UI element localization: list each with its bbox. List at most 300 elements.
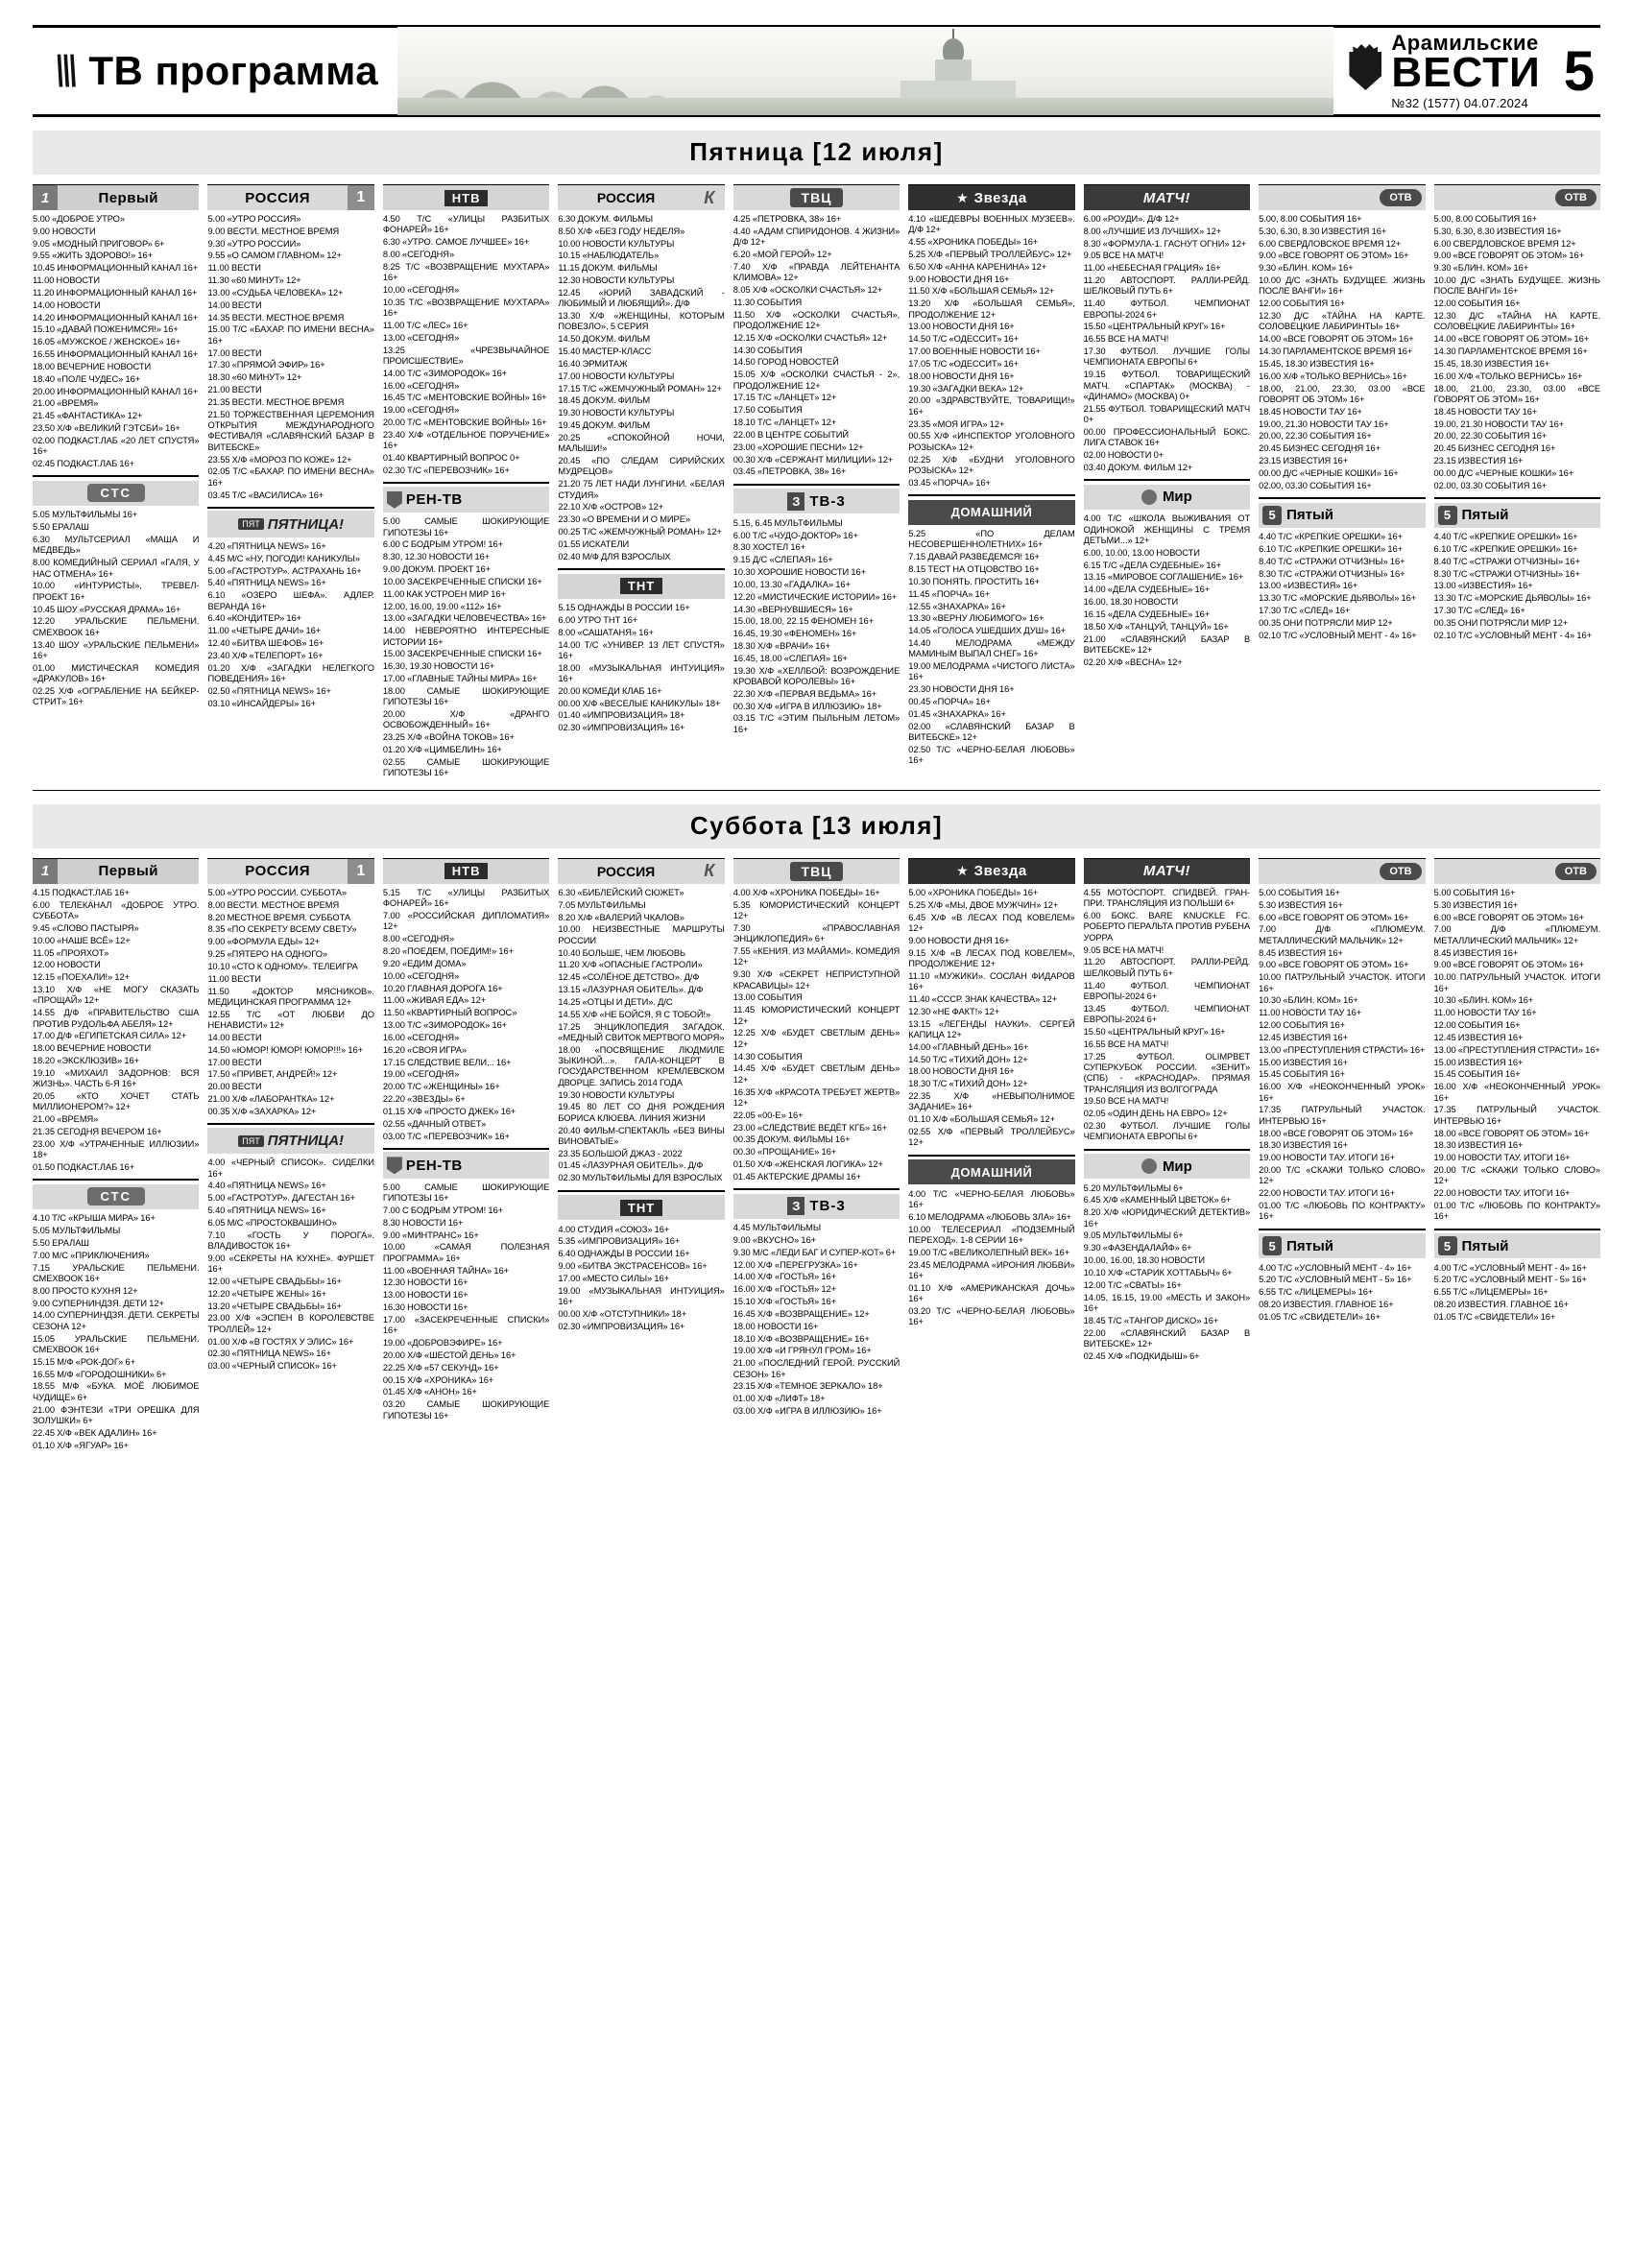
schedule-entry: 7.30 «ПРАВОСЛАВНАЯ ЭНЦИКЛОПЕДИЯ» 6+ bbox=[732, 922, 901, 944]
saturday-schedule-grid bbox=[33, 858, 1600, 1452]
schedule-entry: 6.10 Т/С «КРЕПКИЕ ОРЕШКИ» 16+ bbox=[1259, 543, 1404, 554]
schedule-entry: 01.45 «ЗНАХАРКА» 16+ bbox=[908, 708, 1006, 719]
schedule-entry: 4.10 «ШЕДЕВРЫ ВОЕННЫХ МУЗЕЕВ». Д/Ф 12+ bbox=[908, 214, 1075, 235]
schedule-entry: 8.00 «СЕГОДНЯ» bbox=[382, 934, 455, 944]
schedule-entry: 5.25 Х/Ф «МЫ, ДВОЕ МУЖЧИН» 12+ bbox=[908, 899, 1059, 910]
schedule-entry: 14.00 «ВСЕ ГОВОРЯТ ОБ ЭТОМ» 16+ bbox=[1433, 334, 1590, 345]
schedule-entry: 6.00 БОКС. BARE KNUCKLE FC. РОБЕРТО ПЕРАЛЬТА ПРОТИВ РУБЕНА УОРРА bbox=[1083, 911, 1251, 943]
column-1-friday bbox=[33, 184, 199, 709]
channel-name-tnt-sat: ТНТ bbox=[620, 1200, 662, 1216]
schedule-entry: 00.00 Д/С «ЧЕРНЫЕ КОШКИ» 16+ bbox=[1433, 467, 1574, 478]
schedule-entry: 15.15 М/Ф «РОК-ДОГ» 6+ bbox=[33, 1356, 136, 1367]
schedule-entry: 4.55 МОТОСПОРТ. СПИДВЕЙ. ГРАН-ПРИ. ТРАНСЛЯЦИЯ ИЗ ПОЛЬШИ 6+ bbox=[1083, 887, 1251, 909]
schedule-entry: 15.10 «ДАВАЙ ПОЖЕНИМСЯ!» 16+ bbox=[33, 324, 179, 335]
column-1-saturday bbox=[33, 858, 199, 1452]
schedule-entry: 6.00 ТЕЛЕКАНАЛ «ДОБРОЕ УТРО. СУББОТА» bbox=[33, 899, 200, 921]
schedule-entry: 12.15 «ПОЕХАЛИ!» 12+ bbox=[33, 972, 131, 983]
schedule-entry: 02.30 МУЛЬТФИЛЬМЫ ДЛЯ ВЗРОСЛЫХ bbox=[558, 1173, 723, 1183]
schedule-list-match-saturday bbox=[1084, 888, 1250, 1143]
schedule-entry: 18.10 Т/С «ЛАНЦЕТ» 12+ bbox=[732, 418, 837, 428]
schedule-entry: 5.00, 8.00 СОБЫТИЯ 16+ bbox=[1259, 214, 1362, 224]
schedule-entry: 02.30 «ПЯТНИЦА NEWS» 16+ bbox=[207, 1349, 331, 1359]
schedule-entry: 17.50 «ПРИВЕТ, АНДРЕЙ!» 12+ bbox=[207, 1069, 338, 1080]
channel-name-otv-sat: ОТВ bbox=[1380, 863, 1421, 880]
schedule-entry: 5.30, 6.30, 8.30 ИЗВЕСТИЯ 16+ bbox=[1433, 226, 1562, 236]
schedule-entry: 11.00 Т/С «ЛЕС» 16+ bbox=[382, 320, 468, 330]
channel-name-ntv: НТВ bbox=[444, 190, 489, 206]
schedule-entry: 10.00 «СЕГОДНЯ» bbox=[382, 970, 460, 981]
schedule-entry: 4.00 Т/С «УСЛОВНЫЙ МЕНТ - 4» 16+ bbox=[1259, 1262, 1412, 1273]
schedule-entry: 12.00 СОБЫТИЯ 16+ bbox=[1259, 1020, 1346, 1031]
schedule-entry: 18.40 «ПОЛЕ ЧУДЕС» 16+ bbox=[33, 373, 141, 384]
schedule-entry: 13.40 ШОУ «УРАЛЬСКИЕ ПЕЛЬМЕНИ» 16+ bbox=[33, 639, 200, 660]
schedule-entry: 5.00 СОБЫТИЯ 16+ bbox=[1259, 887, 1340, 897]
schedule-entry: 14.50 ДОКУМ. ФИЛЬМ bbox=[558, 334, 651, 345]
schedule-entry: 15.40 МАСТЕР-КЛАСС bbox=[558, 346, 652, 357]
channel-logo-zvezda-sat bbox=[908, 859, 1074, 884]
channel-logo-otv-2-sat bbox=[1434, 859, 1600, 884]
schedule-entry: 12.00 «ЧЕТЫРЕ СВАДЬБЫ» 16+ bbox=[207, 1276, 342, 1286]
schedule-entry: 02.50 Т/С «ЧЕРНО-БЕЛАЯ ЛЮБОВЬ» 16+ bbox=[908, 744, 1075, 766]
schedule-entry: 10.00 НЕИЗВЕСТНЫЕ МАРШРУТЫ РОССИИ bbox=[558, 924, 725, 945]
schedule-entry: 9.25 «ПЯТЕРО НА ОДНОГО» bbox=[207, 949, 328, 960]
schedule-entry: 13.00 «ИЗВЕСТИЯ» 16+ bbox=[1433, 581, 1533, 591]
schedule-entry: 10.00 ЗАСЕКРЕЧЕННЫЕ СПИСКИ 16+ bbox=[382, 576, 542, 586]
schedule-entry: 16.20 «СВОЯ ИГРА» bbox=[382, 1044, 468, 1055]
schedule-entry: 21.00 «ПОСЛЕДНИЙ ГЕРОЙ. РУССКИЙ СЕЗОН» 16+ bbox=[732, 1358, 901, 1379]
schedule-entry: 03.45 «ПЕТРОВКА, 38» 16+ bbox=[732, 466, 847, 477]
schedule-entry: 9.00 «ВСЕ ГОВОРЯТ ОБ ЭТОМ» 16+ bbox=[1433, 251, 1584, 261]
schedule-entry: 8.00 КОМЕДИЙНЫЙ СЕРИАЛ «ГАЛЯ, У НАС ОТМЕНА» 16+ bbox=[33, 558, 200, 579]
schedule-entry: 13.00 «СЕГОДНЯ» bbox=[382, 332, 460, 343]
schedule-entry: 23.15 ИЗВЕСТИЯ 16+ bbox=[1259, 456, 1348, 466]
schedule-entry: 10.00 ПАТРУЛЬНЫЙ УЧАСТОК. ИТОГИ 16+ bbox=[1259, 972, 1426, 993]
schedule-entry: 23.00 «СЛЕДСТВИЕ ВЕДЁТ КГБ» 16+ bbox=[732, 1122, 888, 1133]
schedule-entry: 15.50 «ЦЕНТРАЛЬНЫЙ КРУГ» 16+ bbox=[1083, 322, 1226, 332]
channel-block-otv2-saturday bbox=[1434, 858, 1600, 1223]
channel-logo-pyatnica-sat bbox=[207, 1124, 373, 1154]
schedule-entry: 18.00 НОВОСТИ 16+ bbox=[732, 1321, 819, 1331]
schedule-entry: 6.55 Т/С «ЛИЦЕМЕРЫ» 16+ bbox=[1259, 1287, 1374, 1298]
schedule-entry: 12.20 «ЧЕТЫРЕ ЖЕНЫ» 16+ bbox=[207, 1288, 326, 1299]
schedule-entry: 13.15 «МИРОВОЕ СОГЛАШЕНИЕ» 16+ bbox=[1083, 572, 1244, 583]
ren-flag-icon bbox=[387, 491, 402, 509]
schedule-entry: 11.50 Х/Ф «ОСКОЛКИ СЧАСТЬЯ», ПРОДОЛЖЕНИЕ 12+ bbox=[732, 309, 901, 330]
schedule-entry: 01.55 ИСКАТЕЛИ bbox=[558, 538, 630, 549]
schedule-entry: 12.30 НОВОСТИ КУЛЬТУРЫ bbox=[558, 275, 675, 286]
schedule-entry: 9.00 «ВСЕ ГОВОРЯТ ОБ ЭТОМ» 16+ bbox=[1259, 251, 1409, 261]
schedule-list-kultura-friday bbox=[558, 214, 724, 562]
channel-name-domashniy-sat: ДОМАШНИЙ bbox=[950, 1164, 1033, 1180]
schedule-entry: 5.25 «ПО ДЕЛАМ НЕСОВЕРШЕННОЛЕТНИХ» 16+ bbox=[908, 529, 1075, 550]
schedule-entry: 6.50 Х/Ф «АННА КАРЕНИНА» 12+ bbox=[908, 261, 1047, 272]
schedule-entry: 12.00 СОБЫТИЯ 16+ bbox=[1259, 298, 1346, 309]
schedule-entry: 23.55 Х/Ф «МОРОЗ ПО КОЖЕ» 12+ bbox=[207, 454, 352, 465]
schedule-entry: 20.00 Т/С «ЖЕНЩИНЫ» 16+ bbox=[382, 1082, 500, 1092]
schedule-entry: 11.10 «МУЖИКИ». СОСЛАН ФИДАРОВ 16+ bbox=[908, 970, 1075, 992]
schedule-entry: 12.25 Х/Ф «БУДЕТ СВЕТЛЫМ ДЕНЬ» 12+ bbox=[732, 1028, 901, 1049]
channel-name-ren-sat: РЕН-ТВ bbox=[405, 1157, 463, 1174]
schedule-entry: 8.15 ТЕСТ НА ОТЦОВСТВО 16+ bbox=[908, 564, 1040, 575]
schedule-entry: 02.05 Т/С «БАХАР. ПО ИМЕНИ ВЕСНА» 16+ bbox=[207, 466, 374, 488]
schedule-list-mir-saturday bbox=[1084, 1183, 1250, 1362]
channel-name-zvezda: Звезда bbox=[973, 189, 1027, 206]
schedule-entry: 22.20 «ЗВЕЗДЫ» 6+ bbox=[382, 1094, 466, 1105]
schedule-entry: 18.00 «МУЗЫКАЛЬНАЯ ИНТУИЦИЯ» 16+ bbox=[558, 662, 725, 683]
schedule-entry: 6.30 ДОКУМ. ФИЛЬМЫ bbox=[558, 214, 654, 224]
column-5-saturday bbox=[733, 858, 900, 1419]
channel-logo-pyatnica-tag-sat: ПЯТ bbox=[238, 1135, 263, 1147]
schedule-entry: 4.25 «ПЕТРОВКА, 38» 16+ bbox=[732, 214, 842, 224]
schedule-entry: 03.40 ДОКУМ. ФИЛЬМ 12+ bbox=[1083, 462, 1193, 472]
schedule-entry: 13.30 Т/С «МОРСКИЕ ДЬЯВОЛЫ» 16+ bbox=[1433, 593, 1592, 604]
schedule-entry: 6.15 Т/С «ДЕЛА СУДЕБНЫЕ» 16+ bbox=[1083, 560, 1222, 570]
channel-name-otv-2-sat: ОТВ bbox=[1555, 863, 1597, 880]
schedule-entry: 6.30 «УТРО. САМОЕ ЛУЧШЕЕ» 16+ bbox=[382, 237, 530, 248]
channel-logo-first-mark-sat: 1 bbox=[33, 859, 58, 884]
schedule-entry: 17.00 ВЕСТИ bbox=[207, 1057, 262, 1067]
schedule-entry: 20.00 Т/С «СКАЖИ ТОЛЬКО СЛОВО» 12+ bbox=[1433, 1164, 1600, 1186]
channel-block-mir-saturday bbox=[1084, 1149, 1250, 1362]
schedule-entry: 9.00 НОВОСТИ bbox=[33, 226, 96, 236]
schedule-entry: 01.00 МИСТИЧЕСКАЯ КОМЕДИЯ «ДРАКУЛОВ» 16+ bbox=[33, 662, 200, 683]
schedule-entry: 12.55 Т/С «ОТ ЛЮБВИ ДО НЕНАВИСТИ» 12+ bbox=[207, 1009, 374, 1031]
schedule-entry: 9.15 Х/Ф «В ЛЕСАХ ПОД КОВЕЛЕМ», ПРОДОЛЖЕНИЕ 12+ bbox=[908, 947, 1075, 968]
paper-name-line1: Арамильские bbox=[1391, 31, 1539, 55]
schedule-entry: 11.40 «СССР. ЗНАК КАЧЕСТВА» 12+ bbox=[908, 993, 1058, 1004]
channel-name-otv: ОТВ bbox=[1380, 189, 1421, 206]
page-title: ТВ программа bbox=[88, 48, 379, 93]
schedule-entry: 14.00 ВЕСТИ bbox=[207, 299, 262, 310]
schedule-entry: 18.00 «ВСЕ ГОВОРЯТ ОБ ЭТОМ» 16+ bbox=[1259, 1128, 1414, 1138]
column-8-saturday bbox=[1259, 858, 1425, 1325]
channel-logo-tnt-sat bbox=[558, 1191, 724, 1221]
column-5-friday bbox=[733, 184, 900, 737]
schedule-entry: 17.30 Т/С «СЛЕД» 16+ bbox=[1259, 606, 1351, 616]
schedule-entry: 14.00 Х/Ф «ГОСТЬЯ» 16+ bbox=[732, 1272, 836, 1282]
schedule-list-otv2-saturday bbox=[1434, 888, 1600, 1223]
channel-logo-pyatiy-mark-sat: 5 bbox=[1262, 1236, 1282, 1255]
schedule-entry: 6.10 Т/С «КРЕПКИЕ ОРЕШКИ» 16+ bbox=[1433, 543, 1578, 554]
schedule-entry: 10.00 ТЕЛЕСЕРИАЛ «ПОДЗЕМНЫЙ ПЕРЕХОД». 1-8 СЕРИИ 16+ bbox=[908, 1224, 1075, 1245]
schedule-entry: 23.00 Х/Ф «УТРАЧЕННЫЕ ИЛЛЮЗИИ» 18+ bbox=[33, 1138, 200, 1160]
schedule-list-ntv-saturday bbox=[383, 888, 549, 1142]
schedule-entry: 16.55 ВСЕ НА МАТЧ! bbox=[1083, 1039, 1169, 1049]
channel-logo-pyatnica-tag: ПЯТ bbox=[238, 518, 263, 530]
schedule-entry: 21.20 75 ЛЕТ НАДИ ЛУНГИНИ. «БЕЛАЯ СТУДИЯ» bbox=[558, 479, 725, 500]
channel-logo-pyatiy bbox=[1259, 498, 1425, 528]
schedule-entry: 02.45 Х/Ф «ПОДКИДЫШ» 6+ bbox=[1083, 1350, 1200, 1361]
schedule-entry: 10.20 ГЛАВНАЯ ДОРОГА 16+ bbox=[382, 983, 503, 993]
schedule-entry: 18.00 ВЕЧЕРНИЕ НОВОСТИ bbox=[33, 1043, 152, 1054]
schedule-list-tv3-friday bbox=[733, 518, 900, 735]
schedule-entry: 6.00 СВЕРДЛОВСКОЕ ВРЕМЯ 12+ bbox=[1259, 238, 1402, 249]
schedule-entry: 9.00 ДОКУМ. ПРОЕКТ 16+ bbox=[382, 564, 491, 575]
schedule-entry: 11.50 «КВАРТИРНЫЙ ВОПРОС» bbox=[382, 1008, 517, 1018]
schedule-entry: 19.30 НОВОСТИ КУЛЬТУРЫ bbox=[558, 1089, 675, 1100]
schedule-entry: 17.35 ПАТРУЛЬНЫЙ УЧАСТОК. ИНТЕРВЬЮ 16+ bbox=[1433, 1105, 1600, 1126]
schedule-entry: 11.30 «60 МИНУТ» 12+ bbox=[207, 275, 301, 286]
schedule-entry: 17.15 СЛЕДСТВИЕ ВЕЛИ... 16+ bbox=[382, 1057, 512, 1067]
schedule-entry: 03.15 Т/С «ЭТИМ ПЫЛЬНЫМ ЛЕТОМ» 16+ bbox=[732, 713, 901, 734]
channel-logo-tv3-mark-sat: З bbox=[787, 1197, 804, 1215]
schedule-entry: 5.00 САМЫЕ ШОКИРУЮЩИЕ ГИПОТЕЗЫ 16+ bbox=[382, 516, 550, 537]
schedule-entry: 14.00 СУПЕРНИНДЗЯ. ДЕТИ. СЕКРЕТЫ СЕЗОНА 12+ bbox=[33, 1310, 200, 1331]
channel-name-tvc-sat: ТВЦ bbox=[790, 862, 844, 881]
schedule-entry: 12.00, 16.00, 19.00 «112» 16+ bbox=[382, 601, 502, 611]
channel-logo-match bbox=[1084, 185, 1250, 210]
paper-name-line2: ВЕСТИ bbox=[1391, 49, 1541, 96]
schedule-entry: 8.30 Т/С «СТРАЖИ ОТЧИЗНЫ» 16+ bbox=[1259, 568, 1405, 579]
schedule-entry: 18.00, 21.00, 23.30, 03.00 «ВСЕ ГОВОРЯТ ОБ ЭТОМ» 16+ bbox=[1259, 383, 1426, 404]
schedule-entry: 10.35 Т/С «ВОЗВРАЩЕНИЕ МУХТАРА» 16+ bbox=[382, 297, 550, 319]
schedule-entry: 14.30 СОБЫТИЯ bbox=[732, 345, 803, 355]
schedule-entry: 10.00 «СЕГОДНЯ» bbox=[382, 284, 460, 295]
schedule-entry: 21.00 «ВРЕМЯ» bbox=[33, 398, 99, 409]
schedule-entry: 9.55 «ЖИТЬ ЗДОРОВО!» 16+ bbox=[33, 251, 153, 261]
schedule-entry: 00.30 Х/Ф «СЕРЖАНТ МИЛИЦИИ» 12+ bbox=[732, 454, 894, 465]
schedule-entry: 21.55 ФУТБОЛ. ТОВАРИЩЕСКИЙ МАТЧ 0+ bbox=[1083, 403, 1251, 425]
schedule-entry: 14.30 «ВЕРНУВШИЕСЯ» 16+ bbox=[732, 604, 853, 614]
schedule-entry: 4.55 «ХРОНИКА ПОБЕДЫ» 16+ bbox=[908, 237, 1039, 248]
schedule-entry: 5.00 «ГАСТРОТУР». ДАГЕСТАН 16+ bbox=[207, 1193, 355, 1204]
column-3-saturday bbox=[383, 858, 549, 1422]
schedule-entry: 6.30 МУЛЬТСЕРИАЛ «МАША И МЕДВЕДЬ» bbox=[33, 535, 200, 556]
schedule-entry: 03.45 Т/С «ВАСИЛИСА» 16+ bbox=[207, 489, 324, 500]
schedule-entry: 4.40 «АДАМ СПИРИДОНОВ. 4 ЖИЗНИ» Д/Ф 12+ bbox=[732, 226, 901, 248]
schedule-entry: 10.00 «ИНТУРИСТЫ», ТРЕВЕЛ-ПРОЕКТ 16+ bbox=[33, 581, 200, 602]
schedule-entry: 01.10 Х/Ф «АМЕРИКАНСКАЯ ДОЧЬ» 16+ bbox=[908, 1282, 1075, 1304]
schedule-entry: 10.00 «НАШЕ ВСЁ» 12+ bbox=[33, 935, 131, 945]
schedule-entry: 01.00 Х/Ф «ЛИФТ» 18+ bbox=[732, 1394, 826, 1404]
schedule-entry: 20.45 БИЗНЕС СЕГОДНЯ 16+ bbox=[1433, 443, 1556, 454]
schedule-entry: 7.10 «ГОСТЬ У ПОРОГА». ВЛАДИВОСТОК 16+ bbox=[207, 1229, 374, 1251]
schedule-entry: 9.00 «СЕКРЕТЫ НА КУХНЕ». ФУРШЕТ 16+ bbox=[207, 1253, 374, 1275]
schedule-entry: 08.20 ИЗВЕСТИЯ. ГЛАВНОЕ 16+ bbox=[1433, 1300, 1570, 1310]
schedule-entry: 6.55 Т/С «ЛИЦЕМЕРЫ» 16+ bbox=[1433, 1287, 1549, 1298]
schedule-entry: 6.45 Х/Ф «В ЛЕСАХ ПОД КОВЕЛЕМ» 12+ bbox=[908, 912, 1075, 933]
schedule-list-ren-saturday bbox=[383, 1182, 549, 1421]
schedule-entry: 15.00 ЗАСЕКРЕЧЕННЫЕ СПИСКИ 16+ bbox=[382, 649, 542, 659]
schedule-entry: 01.50 ПОДКАСТ.ЛАБ 16+ bbox=[33, 1161, 135, 1172]
schedule-entry: 9.05 ВСЕ НА МАТЧ! bbox=[1083, 251, 1165, 261]
schedule-entry: 16.00, 18.30 НОВОСТИ bbox=[1083, 597, 1179, 608]
channel-block-tnt-friday bbox=[558, 568, 724, 734]
schedule-entry: 8.20 «ПОЕДЕМ, ПОЕДИМ!» 16+ bbox=[382, 946, 514, 957]
schedule-entry: 18.45 ДОКУМ. ФИЛЬМ bbox=[558, 395, 651, 406]
schedule-entry: 7.00 «РОССИЙСКАЯ ДИПЛОМАТИЯ» 12+ bbox=[382, 911, 550, 932]
schedule-entry: 03.20 Т/С «ЧЕРНО-БЕЛАЯ ЛЮБОВЬ» 16+ bbox=[908, 1305, 1075, 1327]
schedule-entry: 11.00 КАК УСТРОЕН МИР 16+ bbox=[382, 588, 506, 599]
schedule-entry: 14.50 Т/С «ОДЕССИТ» 16+ bbox=[908, 334, 1020, 345]
schedule-entry: 20.45 БИЗНЕС СЕГОДНЯ 16+ bbox=[1259, 443, 1381, 454]
schedule-list-first-saturday bbox=[33, 888, 199, 1173]
schedule-entry: 9.00 «ВСЕ ГОВОРЯТ ОБ ЭТОМ» 16+ bbox=[1259, 960, 1409, 970]
schedule-entry: 01.20 Х/Ф «ЦИМБЕЛИН» 16+ bbox=[382, 744, 502, 754]
channel-name-mir-sat: Мир bbox=[1162, 1158, 1192, 1175]
schedule-entry: 23.00 «ХОРОШИЕ ПЕСНИ» 12+ bbox=[732, 442, 864, 452]
schedule-entry: 7.00 М/С «ПРИКЛЮЧЕНИЯ» bbox=[33, 1250, 150, 1260]
channel-block-otv-friday bbox=[1259, 184, 1425, 491]
schedule-entry: 9.30 «БЛИН. КОМ» 16+ bbox=[1259, 263, 1354, 274]
schedule-entry: 18.30 ИЗВЕСТИЯ 16+ bbox=[1433, 1140, 1524, 1151]
day-banner-friday bbox=[33, 131, 1600, 175]
schedule-entry: 8.05 Х/Ф «ОСКОЛКИ СЧАСТЬЯ» 12+ bbox=[732, 284, 883, 295]
schedule-entry: 8.45 ИЗВЕСТИЯ 16+ bbox=[1433, 947, 1519, 958]
schedule-entry: 01.40 «ИМПРОВИЗАЦИЯ» 18+ bbox=[558, 710, 685, 721]
schedule-entry: 11.00 ВЕСТИ bbox=[207, 973, 261, 984]
schedule-entry: 20.25 «СПОКОЙНОЙ НОЧИ, МАЛЫШИ!» bbox=[558, 432, 725, 454]
schedule-entry: 15.00, 18.00, 22.15 ФЕНОМЕН 16+ bbox=[732, 616, 874, 627]
schedule-entry: 18.00 «ПОСВЯЩЕНИЕ ЛЮДМИЛЕ ЗЫКИНОЙ...». ГАЛА-КОНЦЕРТ В ГОСУДАРСТВЕННОМ КРЕМЛЕВСКОМ ДВОРЦЕ. ЗАПИСЬ 2014 ГОДА bbox=[558, 1044, 725, 1087]
channel-block-tvc-saturday bbox=[733, 858, 900, 1182]
schedule-entry: 5.20 МУЛЬТФИЛЬМЫ 6+ bbox=[1083, 1182, 1184, 1193]
schedule-entry: 13.00 «ПРЕСТУПЛЕНИЯ СТРАСТИ» 16+ bbox=[1259, 1044, 1426, 1055]
schedule-entry: 23.40 Х/Ф «ТЕЛЕПОРТ» 16+ bbox=[207, 650, 324, 660]
schedule-entry: 12.30 НОВОСТИ 16+ bbox=[382, 1277, 468, 1288]
schedule-entry: 9.15 Д/С «СЛЕПАЯ» 16+ bbox=[732, 555, 833, 565]
schedule-entry: 00.00 Х/Ф «ОТСТУПНИКИ» 18+ bbox=[558, 1308, 687, 1319]
schedule-entry: 22.00 «СЛАВЯНСКИЙ БАЗАР В ВИТЕБСКЕ» 12+ bbox=[1083, 1327, 1251, 1349]
schedule-entry: 00.00 ПРОФЕССИОНАЛЬНЫЙ БОКС. ЛИГА СТАВОК 16+ bbox=[1083, 426, 1251, 448]
schedule-entry: 15.10 Х/Ф «ГОСТЬЯ» 16+ bbox=[732, 1297, 836, 1307]
column-8-friday bbox=[1259, 184, 1425, 643]
schedule-entry: 8.00 ПРОСТО КУХНЯ 12+ bbox=[33, 1285, 138, 1296]
schedule-entry: 19.00 НОВОСТИ ТАУ. ИТОГИ 16+ bbox=[1259, 1153, 1396, 1163]
schedule-entry: 5.05 МУЛЬТФИЛЬМЫ 16+ bbox=[33, 510, 138, 520]
issue-info: №32 (1577) 04.07.2024 bbox=[1391, 96, 1528, 110]
schedule-list-sts-saturday bbox=[33, 1213, 199, 1451]
schedule-entry: 16.30 НОВОСТИ 16+ bbox=[382, 1302, 468, 1313]
schedule-entry: 20.00 КОМЕДИ КЛАБ 16+ bbox=[558, 685, 662, 696]
schedule-entry: 12.45 «ЮРИЙ ЗАВАДСКИЙ - ЛЮБИМЫЙ И ЛЮБЯЩИЙ». Д/Ф bbox=[558, 287, 725, 309]
schedule-entry: 15.05 УРАЛЬСКИЕ ПЕЛЬМЕНИ. СМЕХВООК 16+ bbox=[33, 1333, 200, 1354]
schedule-entry: 12.45 «СОЛЁНОЕ ДЕТСТВО». Д/Ф bbox=[558, 972, 700, 983]
schedule-entry: 8.40 Т/С «СТРАЖИ ОТЧИЗНЫ» 16+ bbox=[1259, 556, 1405, 566]
schedule-entry: 8.20 Х/Ф «ВАЛЕРИЙ ЧКАЛОВ» bbox=[558, 912, 684, 922]
schedule-entry: 7.00 С БОДРЫМ УТРОМ! 16+ bbox=[382, 1205, 504, 1215]
schedule-entry: 17.00 «ЗАСЕКРЕЧЕННЫЕ СПИСКИ» 16+ bbox=[382, 1314, 550, 1336]
schedule-entry: 10.00 ПАТРУЛЬНЫЙ УЧАСТОК. ИТОГИ 16+ bbox=[1433, 972, 1600, 993]
schedule-entry: 7.55 «КЕНИЯ. ИЗ МАЙАМИ». КОМЕДИЯ 12+ bbox=[732, 946, 901, 967]
schedule-entry: 10.10 Х/Ф «СТАРИК ХОТТАБЫЧ» 6+ bbox=[1083, 1267, 1233, 1277]
schedule-entry: 14.00 «ГЛАВНЫЙ ДЕНЬ» 16+ bbox=[908, 1041, 1029, 1052]
schedule-entry: 14.00 НОВОСТИ bbox=[33, 299, 101, 310]
channel-block-domashniy-saturday bbox=[908, 1155, 1074, 1328]
schedule-entry: 00.35 Х/Ф «ЗАХАРКА» 12+ bbox=[207, 1106, 317, 1116]
channel-block-otv-saturday bbox=[1259, 858, 1425, 1223]
schedule-entry: 4.00 Т/С «УСЛОВНЫЙ МЕНТ - 4» 16+ bbox=[1433, 1262, 1587, 1273]
schedule-entry: 4.15 ПОДКАСТ.ЛАБ 16+ bbox=[33, 887, 130, 897]
schedule-entry: 9.30 «ФАЗЕНДАЛАЙФ» 6+ bbox=[1083, 1243, 1192, 1253]
schedule-entry: 21.35 ВЕСТИ. МЕСТНОЕ ВРЕМЯ bbox=[207, 396, 345, 407]
schedule-list-zvezda-saturday bbox=[908, 888, 1074, 1149]
channel-logo-rossiya-number: 1 bbox=[348, 185, 374, 210]
schedule-entry: 17.30 ФУТБОЛ. ЛУЧШИЕ ГОЛЫ ЧЕМПИОНАТА ЕВРОПЫ 6+ bbox=[1083, 346, 1251, 368]
channel-block-sts-friday bbox=[33, 475, 199, 707]
channel-block-zvezda-saturday bbox=[908, 858, 1074, 1149]
schedule-entry: 15.05 Х/Ф «ОСКОЛКИ СЧАСТЬЯ - 2», ПРОДОЛЖЕНИЕ 12+ bbox=[732, 370, 901, 391]
channel-block-match-friday bbox=[1084, 184, 1250, 473]
channel-name-pyatiy-2: Пятый bbox=[1461, 507, 1509, 524]
channel-name-rossiya: РОССИЯ bbox=[245, 189, 310, 206]
channel-block-zvezda-friday bbox=[908, 184, 1074, 489]
schedule-entry: 5.35 «ИМПРОВИЗАЦИЯ» 16+ bbox=[558, 1236, 681, 1247]
channel-logo-pyatnica bbox=[207, 508, 373, 537]
schedule-entry: 11.00 НОВОСТИ ТАУ 16+ bbox=[1259, 1008, 1362, 1018]
channel-name-pyatiy: Пятый bbox=[1286, 507, 1334, 524]
schedule-entry: 20.00, 22.30 СОБЫТИЯ 16+ bbox=[1433, 431, 1548, 442]
schedule-entry: 9.00 «ВСЕ ГОВОРЯТ ОБ ЭТОМ» 16+ bbox=[1433, 960, 1584, 970]
schedule-entry: 18.00 НОВОСТИ ДНЯ 16+ bbox=[908, 1066, 1015, 1077]
schedule-list-ntv-friday bbox=[383, 214, 549, 476]
schedule-entry: 9.30 «БЛИН. КОМ» 16+ bbox=[1433, 263, 1529, 274]
schedule-entry: 6.00 «ВСЕ ГОВОРЯТ ОБ ЭТОМ» 16+ bbox=[1433, 912, 1584, 922]
schedule-list-zvezda-friday bbox=[908, 214, 1074, 489]
channel-name-pyatiy-2-sat: Пятый bbox=[1461, 1237, 1509, 1254]
channel-block-match-saturday bbox=[1084, 858, 1250, 1143]
schedule-entry: 18.20 «ЭКСКЛЮЗИВ» 16+ bbox=[33, 1056, 140, 1066]
column-2-saturday bbox=[207, 858, 373, 1373]
schedule-entry: 12.30 Д/С «ТАЙНА НА КАРТЕ. СОЛОВЕЦКИЕ ЛАБИРИНТЫ» 16+ bbox=[1433, 311, 1600, 332]
schedule-entry: 4.00 Т/С «ЧЕРНО-БЕЛАЯ ЛЮБОВЬ» 16+ bbox=[908, 1188, 1075, 1209]
schedule-entry: 11.20 Х/Ф «ОПАСНЫЕ ГАСТРОЛИ» bbox=[558, 960, 703, 970]
schedule-entry: 8.00 «САШАТАНЯ» 16+ bbox=[558, 627, 654, 637]
schedule-entry: 17.30 Т/С «СЛЕД» 16+ bbox=[1433, 606, 1525, 616]
schedule-entry: 9.00 «БИТВА ЭКСТРАСЕНСОВ» 16+ bbox=[558, 1261, 708, 1272]
channel-name-ren: РЕН-ТВ bbox=[405, 491, 463, 509]
schedule-entry: 5.00 СОБЫТИЯ 16+ bbox=[1433, 887, 1516, 897]
channel-logo-pyatiy-mark: 5 bbox=[1262, 506, 1282, 525]
schedule-entry: 13.30 Т/С «МОРСКИЕ ДЬЯВОЛЫ» 16+ bbox=[1259, 593, 1417, 604]
schedule-entry: 01.45 АКТЕРСКИЕ ДРАМЫ 16+ bbox=[732, 1171, 862, 1182]
channel-logo-kultura-sat bbox=[558, 859, 724, 884]
schedule-entry: 16.30, 19.30 НОВОСТИ 16+ bbox=[382, 661, 495, 672]
schedule-entry: 12.00 Т/С «СВАТЫ» 16+ bbox=[1083, 1279, 1182, 1290]
channel-block-first-friday bbox=[33, 184, 199, 469]
channel-block-tvc-friday bbox=[733, 184, 900, 478]
schedule-entry: 10.10 «СТО К ОДНОМУ». ТЕЛЕИГРА bbox=[207, 961, 358, 971]
schedule-entry: 19.00 «ДОБРОВЭФИРЕ» 16+ bbox=[382, 1338, 503, 1349]
schedule-entry: 20.00 «ЗДРАВСТВУЙТЕ, ТОВАРИЩИ!» 16+ bbox=[908, 395, 1075, 417]
schedule-entry: 02.45 ПОДКАСТ.ЛАБ 16+ bbox=[33, 459, 135, 469]
schedule-entry: 9.55 «О САМОМ ГЛАВНОМ» 12+ bbox=[207, 251, 342, 261]
schedule-entry: 5.15, 6.45 МУЛЬТФИЛЬМЫ bbox=[732, 517, 843, 528]
schedule-entry: 02.05 «ОДИН ДЕНЬ НА ЕВРО» 12+ bbox=[1083, 1109, 1228, 1119]
schedule-entry: 23.40 Х/Ф «ОТДЕЛЬНОЕ ПОРУЧЕНИЕ» 16+ bbox=[382, 429, 550, 451]
schedule-entry: 17.00 Д/Ф «ЕГИПЕТСКАЯ СИЛА» 12+ bbox=[33, 1031, 187, 1041]
schedule-entry: 00.55 Х/Ф «ИНСПЕКТОР УГОЛОВНОГО РОЗЫСКА» 12+ bbox=[908, 431, 1075, 452]
masthead bbox=[33, 25, 1600, 117]
schedule-entry: 10.00 Д/С «ЗНАТЬ БУДУЩЕЕ. ЖИЗНЬ ПОСЛЕ ВАНГИ» 16+ bbox=[1433, 275, 1600, 297]
schedule-entry: 21.35 СЕГОДНЯ ВЕЧЕРОМ 16+ bbox=[33, 1127, 162, 1136]
schedule-entry: 4.40 «ПЯТНИЦА NEWS» 16+ bbox=[207, 1181, 326, 1191]
schedule-entry: 23.35 «МОЯ ИГРА» 12+ bbox=[908, 418, 1005, 429]
schedule-entry: 9.30 «УТРО РОССИИ» bbox=[207, 238, 301, 249]
schedule-entry: 6.40 ОДНАЖДЫ В РОССИИ 16+ bbox=[558, 1249, 690, 1259]
channel-logo-tv3-mark: З bbox=[787, 492, 804, 511]
channel-block-otv2-friday bbox=[1434, 184, 1600, 491]
channel-block-pyatnica-friday bbox=[207, 507, 373, 709]
schedule-list-match-friday bbox=[1084, 214, 1250, 473]
schedule-entry: 10.30 «БЛИН. КОМ» 16+ bbox=[1259, 995, 1358, 1006]
schedule-list-pyatnica-friday bbox=[207, 541, 373, 709]
schedule-entry: 12.15 Х/Ф «ОСКОЛКИ СЧАСТЬЯ» 12+ bbox=[732, 332, 888, 343]
channel-logo-otv bbox=[1259, 185, 1425, 210]
channel-name-otv-2: ОТВ bbox=[1555, 189, 1597, 206]
schedule-entry: 01.00 Х/Ф «В ГОСТЯХ У ЭЛИС» 16+ bbox=[207, 1336, 354, 1347]
schedule-entry: 02.00 «СЛАВЯНСКИЙ БАЗАР В ВИТЕБСКЕ» 12+ bbox=[908, 721, 1075, 743]
